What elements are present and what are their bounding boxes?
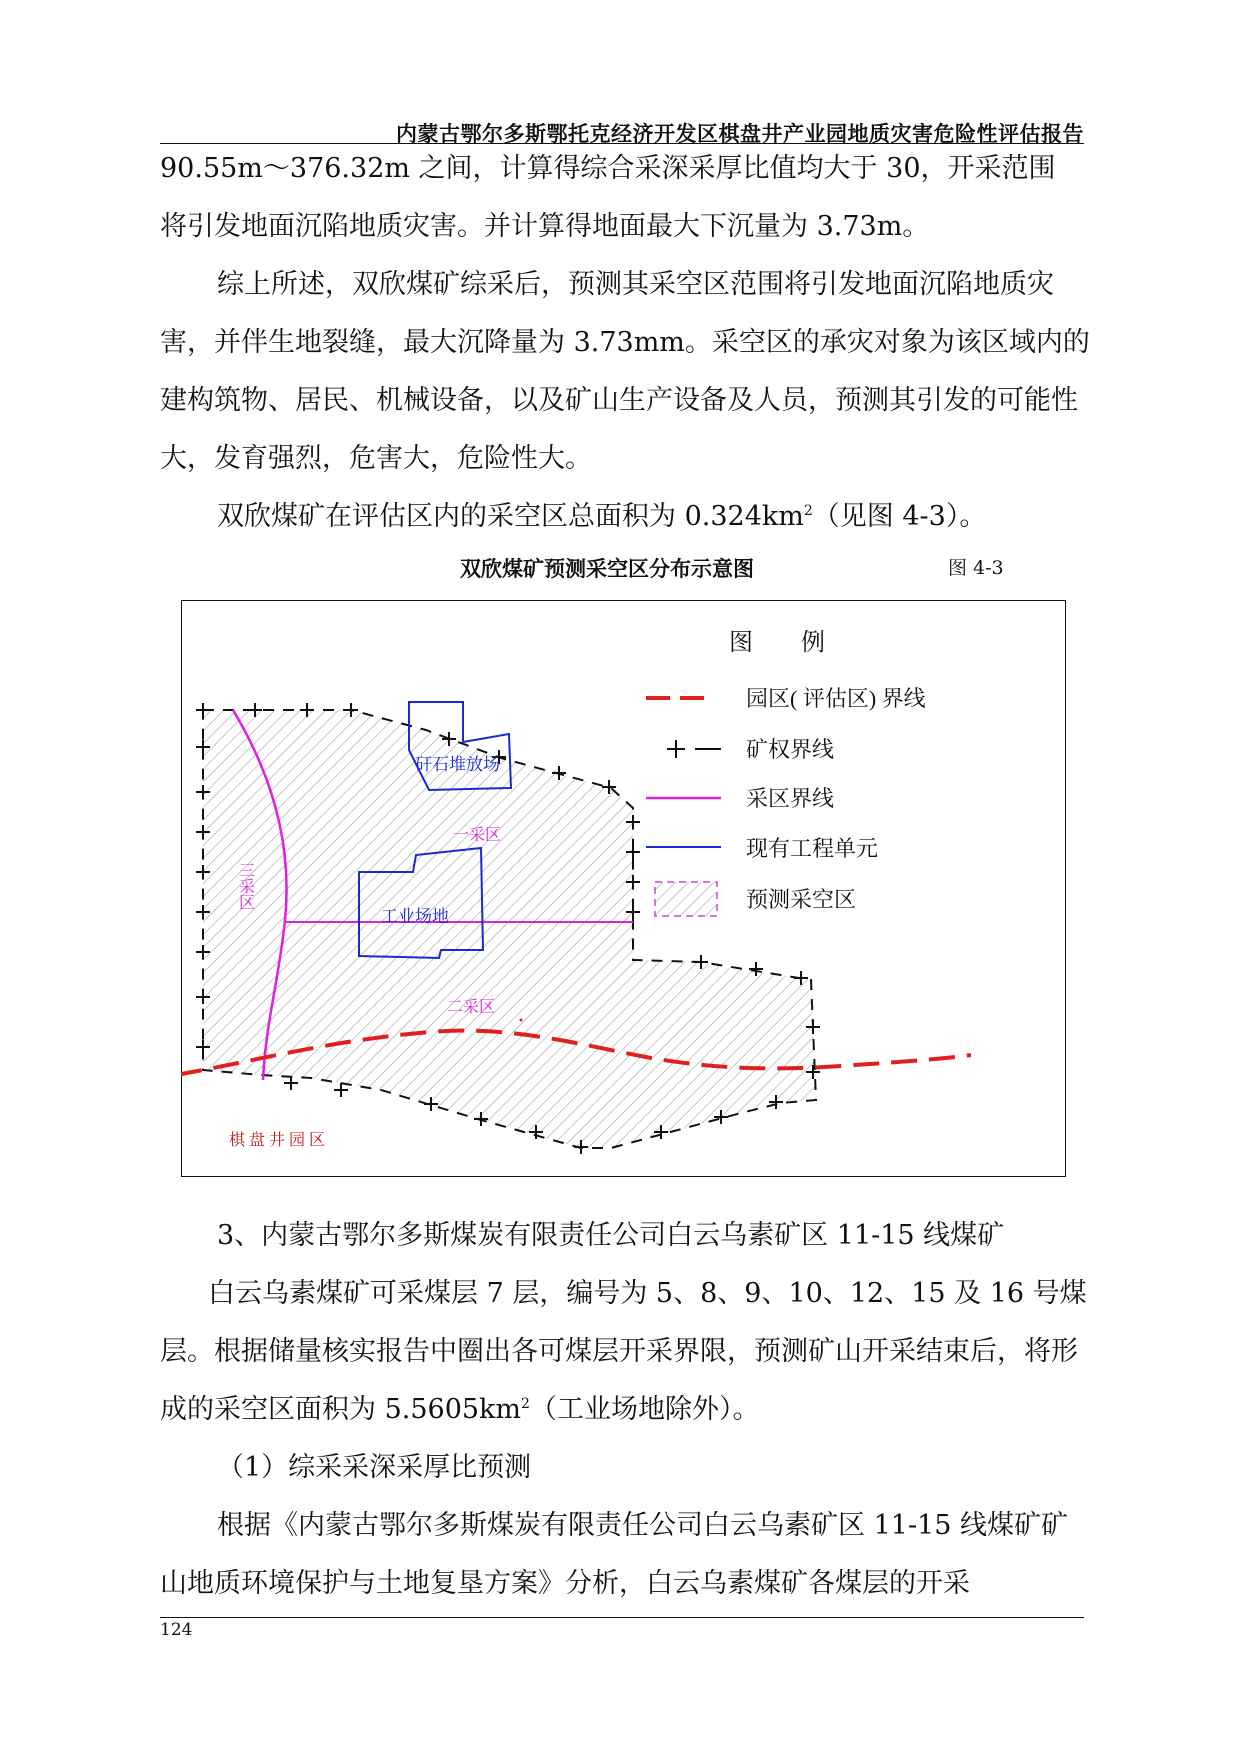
legend-title: 图 例 bbox=[729, 630, 825, 656]
footer-rule bbox=[160, 1617, 1084, 1618]
legend-label-mining-area: 采区界线 bbox=[746, 786, 835, 811]
area-2-label: 二采区 bbox=[447, 999, 496, 1016]
figure-number: 图 4-3 bbox=[948, 557, 1004, 579]
legend-symbol-goaf bbox=[655, 882, 717, 916]
figure-title: 双欣煤矿预测采空区分布示意图 bbox=[460, 556, 754, 581]
area-3-label: 三采区 bbox=[236, 862, 254, 910]
paragraph-goaf-area bbox=[160, 488, 1090, 546]
industrial-site-label: 工业场地 bbox=[381, 907, 449, 926]
map-marker-dot bbox=[520, 1019, 523, 1022]
section-3-paragraph-1 bbox=[160, 1265, 1090, 1439]
legend-label-park: 园区( 评估区) 界线 bbox=[746, 686, 926, 711]
section-3-paragraph-2: 根据《内蒙古鄂尔多斯煤炭有限责任公司白云乌素矿区 11-15 线煤矿矿山地质环境保护与土地复垦方案》分析，白云乌素煤矿各煤层的开采 bbox=[160, 1510, 1068, 1599]
legend-label-goaf: 预测采空区 bbox=[746, 887, 857, 912]
body-line-2: 将引发地面沉陷地质灾害。并计算得地面最大下沉量为 3.73m。 bbox=[160, 211, 930, 242]
section-3 bbox=[160, 1207, 1090, 1613]
section-3-paragraph-1-text: 白云乌素煤矿可采煤层 7 层，编号为 5、8、9、10、12、15 及 16 号煤层。根据储量核实报告中圈出各可煤层开采界限，预测矿山开采结束后，将形成的采空区面积为 5.5605km bbox=[160, 1278, 1087, 1425]
goaf-area-text-end: （见图 4-3）。 bbox=[812, 501, 987, 532]
goaf-area-sup: 2 bbox=[803, 503, 813, 519]
gangue-yard-label: 矸石堆放场 bbox=[415, 755, 500, 774]
goaf-distribution-map bbox=[181, 600, 1066, 1177]
paragraph-summary: 综上所述，双欣煤矿综采后，预测其采空区范围将引发地面沉陷地质灾害，并伴生地裂缝，最大沉降量为 3.73mm。采空区的承灾对象为该区域内的建构筑物、居民、机械设备，以及矿山生产设备及人员，预测其引发的可能性大，发育强烈，危害大，危险性大。 bbox=[160, 269, 1090, 474]
legend-label-mining-right: 矿权界线 bbox=[746, 737, 835, 762]
body-top bbox=[160, 140, 1090, 546]
page-header: 内蒙古鄂尔多斯鄂托克经济开发区棋盘井产业园地质灾害危险性评估报告 bbox=[396, 121, 1084, 146]
section-3-heading: 3、内蒙古鄂尔多斯煤炭有限责任公司白云乌素矿区 11-15 线煤矿 bbox=[217, 1220, 1005, 1251]
goaf-area-text: 双欣煤矿在评估区内的采空区总面积为 0.324km bbox=[217, 501, 804, 532]
section-3-subheading: （1）综采采深采厚比预测 bbox=[217, 1452, 532, 1483]
area-1-label: 一采区 bbox=[453, 827, 502, 844]
section-3-area-sup: 2 bbox=[521, 1396, 530, 1412]
section-3-paragraph-1-end: （工业场地除外）。 bbox=[529, 1394, 760, 1425]
park-name-label: 棋 盘 井 园 区 bbox=[229, 1132, 326, 1149]
page-number: 124 bbox=[160, 1620, 193, 1640]
legend-label-existing-unit: 现有工程单元 bbox=[746, 836, 879, 861]
body-line-1: 90.55m～376.32m 之间，计算得综合采深采厚比值均大于 30，开采范围 bbox=[160, 153, 1056, 184]
